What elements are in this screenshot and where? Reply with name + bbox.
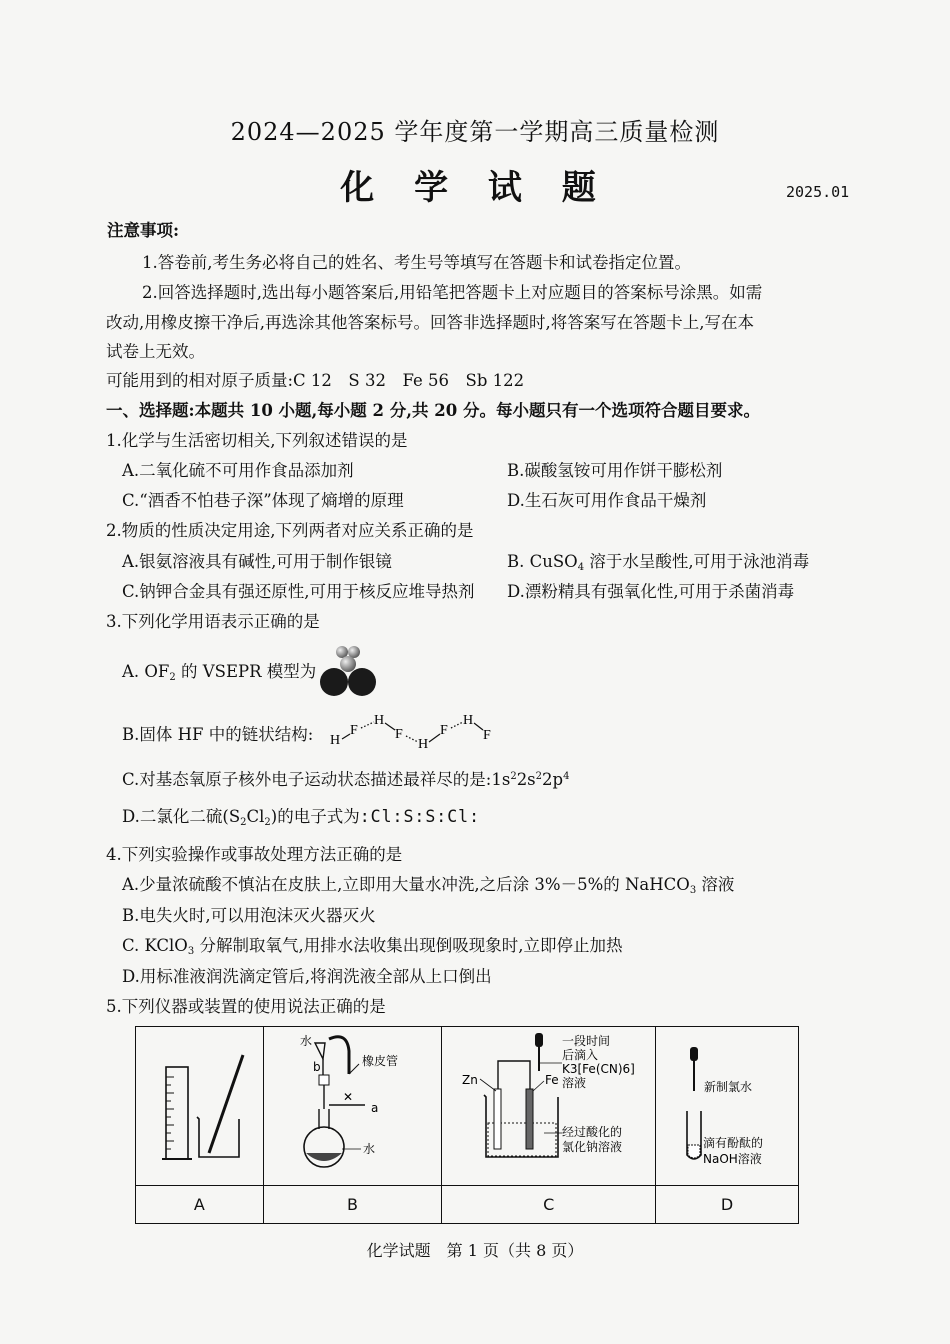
svg-text:水: 水 — [300, 1034, 313, 1048]
q1-option-a: A.二氧化硫不可用作食品添加剂 — [122, 461, 354, 480]
note-2: 2.回答选择题时,选出每小题答案后,用铅笔把答题卡上对应题目的答案标号涂黑。如需 — [142, 283, 763, 302]
hf-atom: H — [418, 737, 429, 752]
apparatus-a-cell — [136, 1027, 264, 1186]
svg-text:Fe: Fe — [544, 1073, 559, 1087]
q4-stem: 4.下列实验操作或事故处理方法正确的是 — [106, 845, 403, 864]
corrosion-cell-figure — [444, 1029, 654, 1179]
apparatus-c-cell — [442, 1027, 656, 1186]
q2-option-a: A.银氨溶液具有碱性,可用于制作银镜 — [122, 552, 392, 571]
note-1: 1.答卷前,考生务必将自己的姓名、考生号等填写在答题卡和试卷指定位置。 — [142, 253, 691, 272]
svg-text:b: b — [313, 1060, 322, 1074]
subject-title: 化 学 试 题 — [340, 168, 610, 208]
section-heading: 一、选择题:本题共 10 小题,每小题 2 分,共 20 分。每小题只有一个选项符合题目要求。 — [106, 401, 760, 420]
page-footer: 化学试题 第 1 页（共 8 页） — [366, 1241, 584, 1260]
svg-text:a: a — [371, 1101, 379, 1115]
atomic-mass: 可能用到的相对原子质量:C 12 S 32 Fe 56 Sb 122 — [106, 371, 525, 390]
label-b: B — [263, 1186, 442, 1224]
q4-option-b: B.电失火时,可以用泡沫灭火器灭火 — [122, 906, 376, 925]
svg-text:水: 水 — [363, 1142, 376, 1156]
hf-chain-structure — [328, 712, 503, 752]
apparatus-table — [135, 1026, 799, 1224]
notes-heading: 注意事项: — [107, 221, 180, 240]
svg-text:新制氯水: 新制氯水 — [704, 1080, 753, 1094]
q2-option-d: D.漂粉精具有强氧化性,可用于杀菌消毒 — [507, 582, 795, 601]
note-2-cont: 改动,用橡皮擦干净后,再选涂其他答案标号。回答非选择题时,将答案写在答题卡上,写在本 — [106, 313, 754, 332]
svg-text:经过酸化的: 经过酸化的 — [561, 1125, 622, 1139]
separatory-apparatus-figure — [267, 1029, 437, 1179]
svg-text:滴有酚酞的: 滴有酚酞的 — [703, 1136, 764, 1150]
note-2-end: 试卷上无效。 — [106, 342, 205, 361]
hf-atom: F — [440, 723, 448, 738]
q3-option-b: B.固体 HF 中的链状结构: — [122, 725, 314, 744]
apparatus-b-cell — [263, 1027, 442, 1186]
vsepr-model-figure — [318, 640, 380, 700]
test-tube-figure — [657, 1029, 797, 1179]
hf-atom: H — [463, 713, 474, 728]
q1-stem: 1.化学与生活密切相关,下列叙述错误的是 — [106, 431, 408, 450]
svg-text:溶液: 溶液 — [561, 1076, 586, 1090]
exam-date: 2025.01 — [786, 183, 850, 201]
hf-atom: H — [374, 713, 385, 728]
svg-text:✕: ✕ — [343, 1090, 354, 1104]
hf-atom: F — [350, 723, 358, 738]
q3-stem: 3.下列化学用语表示正确的是 — [106, 612, 320, 631]
label-d: D — [656, 1186, 799, 1224]
label-a: A — [136, 1186, 264, 1224]
svg-text:一段时间: 一段时间 — [561, 1034, 610, 1048]
q4-option-c: C. KClO$_3$ 分解制取氧气,用排水法收集出现倒吸现象时,立即停止加热 — [122, 936, 623, 957]
q5-stem: 5.下列仪器或装置的使用说法正确的是 — [106, 997, 386, 1016]
svg-text:后滴入: 后滴入 — [561, 1048, 598, 1062]
q1-option-d: D.生石灰可用作食品干燥剂 — [507, 491, 707, 510]
q2-stem: 2.物质的性质决定用途,下列两者对应关系正确的是 — [106, 521, 474, 540]
apparatus-d-cell — [656, 1027, 799, 1186]
q3-option-d: D.二氯化二硫$(S_2Cl_2)$的电子式为:Cl:S:S:Cl: — [122, 807, 481, 828]
q3-option-c: C.对基态氧原子核外电子运动状态描述最祥尽的是$:1s^22s^22p^4$ — [122, 770, 570, 789]
svg-text:橡皮管: 橡皮管 — [362, 1054, 399, 1068]
svg-text:NaOH溶液: NaOH溶液 — [703, 1152, 762, 1166]
exam-title: 2024—2025 学年度第一学期高三质量检测 — [230, 118, 720, 146]
q4-option-a: A.少量浓硫酸不慎沾在皮肤上,立即用大量水冲洗,之后涂 3%－5%的 NaHCO$_3$ 溶液 — [122, 875, 735, 896]
q2-option-b: B. CuSO$_4$ 溶于水呈酸性,可用于泳池消毒 — [507, 552, 810, 573]
q2-option-c: C.钠钾合金具有强还原性,可用于核反应堆导热剂 — [122, 582, 475, 601]
s2cl2-electron-formula: :Cl:S:S:Cl: — [359, 807, 481, 826]
svg-text:Zn: Zn — [461, 1073, 478, 1087]
svg-text:氯化钠溶液: 氯化钠溶液 — [561, 1140, 622, 1154]
label-c: C — [442, 1186, 656, 1224]
hf-atom: H — [330, 733, 341, 748]
q3-option-a: A. $OF_2$ 的 VSEPR 模型为 — [122, 662, 317, 683]
cylinder-beaker-figure — [139, 1029, 259, 1179]
q4-option-d: D.用标准液润洗滴定管后,将润洗液全部从上口倒出 — [122, 967, 492, 986]
q1-option-b: B.碳酸氢铵可用作饼干膨松剂 — [507, 461, 723, 480]
q1-option-c: C.“酒香不怕巷子深”体现了熵增的原理 — [122, 491, 404, 510]
hf-atom: F — [395, 727, 403, 742]
hf-atom: F — [483, 728, 491, 743]
svg-text:K3[Fe(CN)6]: K3[Fe(CN)6] — [561, 1062, 635, 1076]
